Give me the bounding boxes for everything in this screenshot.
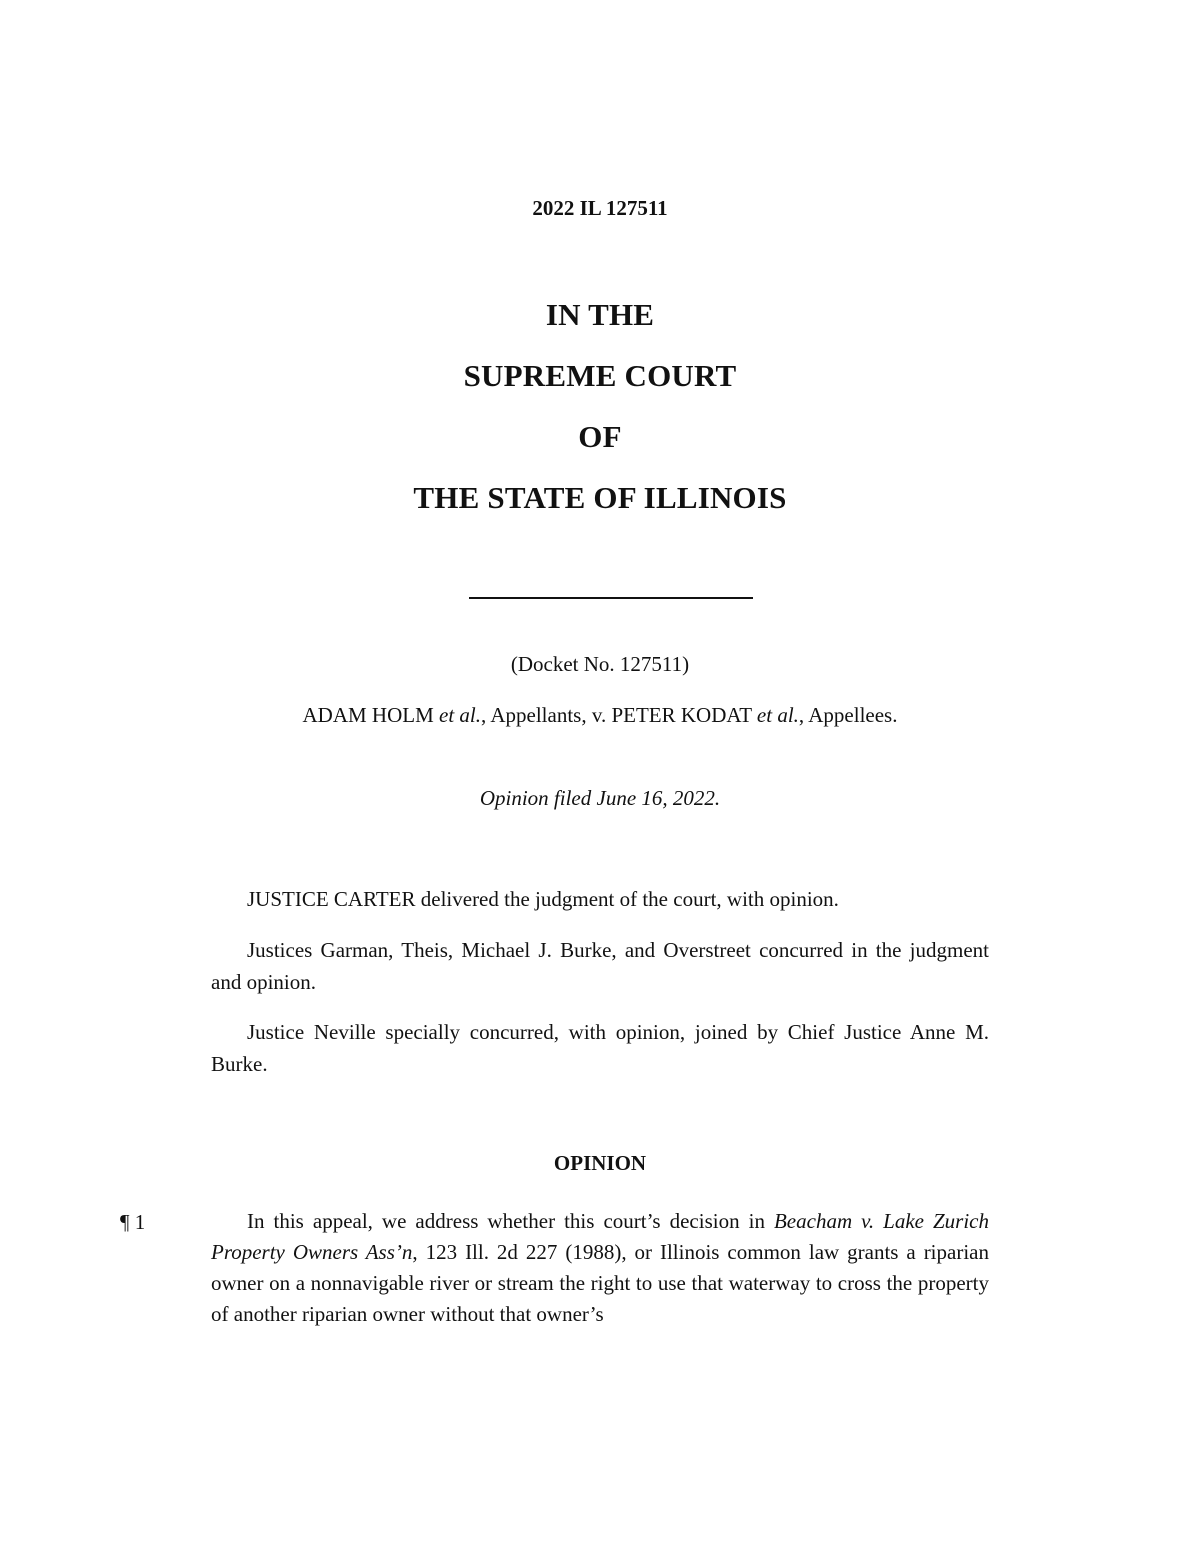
opinion-paragraph-1 (211, 1206, 989, 1330)
concurrence-statement: Justices Garman, Theis, Michael J. Burke, and Overstreet concurred in the judgment and opinion. (211, 938, 989, 994)
case-parties (0, 703, 1200, 728)
opinion-text-1: In this appeal, we address whether this court’s decision in (247, 1209, 774, 1233)
citation: 2022 IL 127511 (532, 196, 668, 220)
court-title-line-1: IN THE (545, 297, 655, 332)
parties-end: , Appellees. (798, 703, 898, 727)
court-title-line-3: OF (578, 419, 622, 454)
title-divider (469, 597, 753, 599)
appellant-name: ADAM HOLM (302, 703, 434, 727)
docket-number: (Docket No. 127511) (510, 652, 690, 676)
et-al-1: et al. (439, 703, 481, 727)
opinion-heading: OPINION (553, 1151, 647, 1175)
delivered-statement: JUSTICE CARTER delivered the judgment of the court, with opinion. (247, 887, 839, 911)
court-title-line-2: SUPREME COURT (463, 358, 737, 393)
parties-middle: , Appellants, v. PETER KODAT (481, 703, 757, 727)
opinion-filed-date: Opinion filed June 16, 2022. (479, 786, 721, 810)
court-title-line-4: THE STATE OF ILLINOIS (413, 480, 787, 515)
et-al-2: et al. (756, 703, 799, 727)
opinion-text-2: , 123 Ill. 2d 227 (1988), or Illinois common law grants a riparian owner on a nonnavigable river or stream the right to use that waterway to cross the property of another riparian owner without that owner’s (211, 1240, 989, 1326)
special-concurrence-statement: Justice Neville specially concurred, with opinion, joined by Chief Justice Anne M. Burke. (211, 1020, 989, 1076)
paragraph-number: ¶ 1 (120, 1210, 146, 1234)
case-citation-name: Beacham v. Lake Zurich Property Owners Ass’n (211, 1209, 989, 1264)
